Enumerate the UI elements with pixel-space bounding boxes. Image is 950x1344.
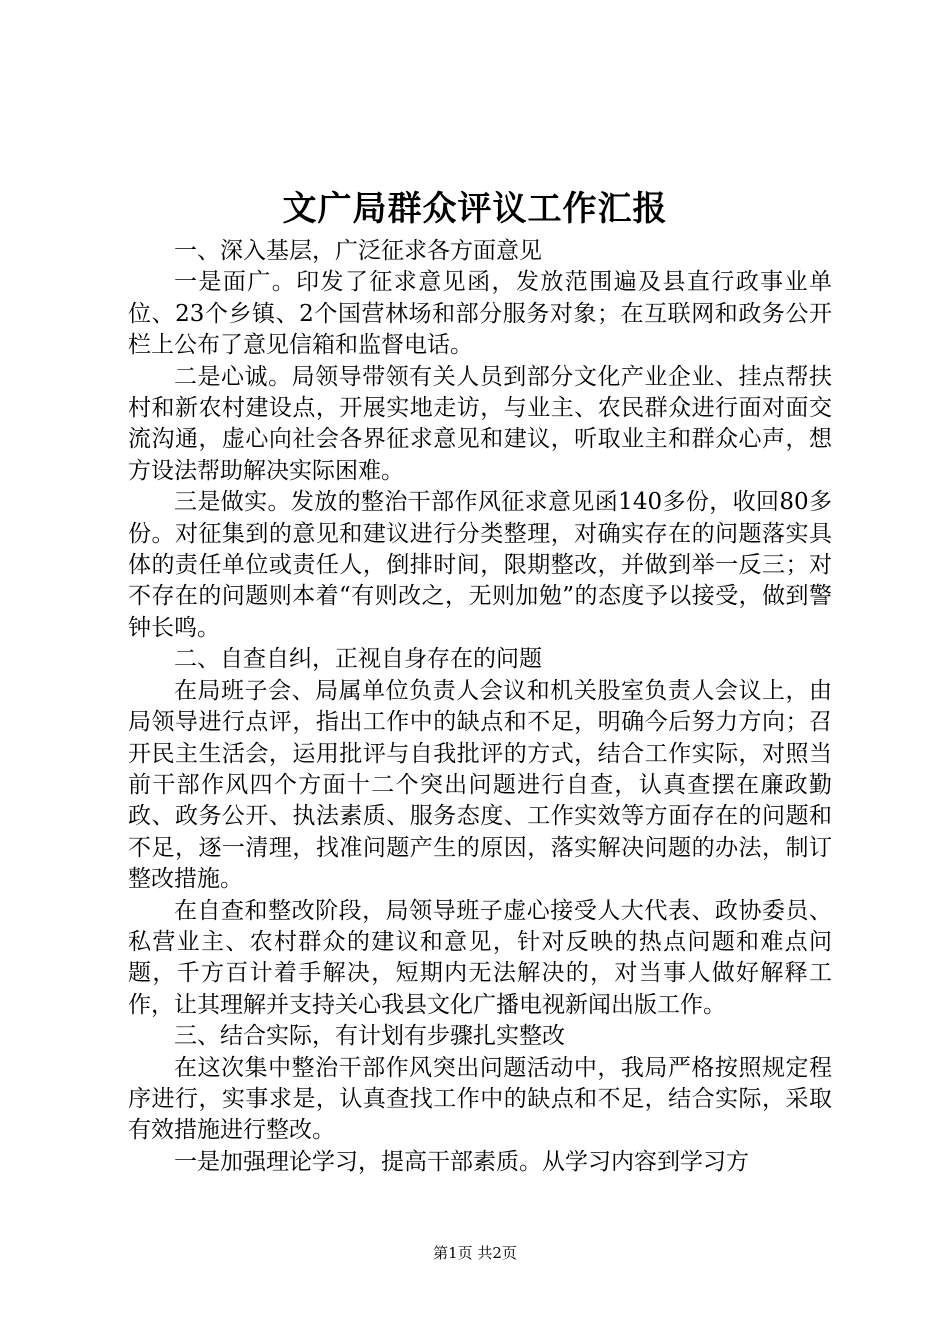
- section-heading-1: 一、深入基层，广泛征求各方面意见: [174, 238, 542, 264]
- paragraph: 一是加强理论学习，提高干部素质。从学习内容到学习方: [174, 1148, 749, 1175]
- paragraph: 三是做实。发放的整治干部作风征求意见函140多份，收回80多份。对征集到的意见和建议进行分类整理，对确实存在的问题落实具体的责任单位或责任人，倒排时间，限期整改，并做到举一反三；对不存在的问题则本着“有则改之，无则加勉”的态度予以接受，做到警钟长鸣。: [128, 489, 832, 641]
- paragraph: 在局班子会、局属单位负责人会议和机关股室负责人会议上，由局领导进行点评，指出工作中的缺点和不足，明确今后努力方向；召开民主生活会，运用批评与自我批评的方式，结合工作实际，对照当前干部作风四个方面十二个突出问题进行自查，认真查摆在廉政勤政、政务公开、执法素质、服务态度、工作实效等方面存在的问题和不足，逐一清理，找准问题产生的原因，落实解决问题的办法，制订整改措施。: [128, 677, 832, 893]
- paragraph: 在这次集中整治干部作风突出问题活动中，我局严格按照规定程序进行，实事求是，认真查找工作中的缺点和不足，结合实际，采取有效措施进行整改。: [128, 1054, 832, 1144]
- document-title: 文广局群众评议工作汇报: [282, 189, 668, 229]
- paragraph: 在自查和整改阶段，局领导班子虚心接受人大代表、政协委员、私营业主、农村群众的建议和意见，针对反映的热点问题和难点问题，千方百计着手解决，短期内无法解决的，对当事人做好解释工作，让其理解并支持关心我县文化广播电视新闻出版工作。: [128, 897, 832, 1018]
- paragraph: 一是面广。印发了征求意见函，发放范围遍及县直行政事业单位、23个乡镇、2个国营林场和部分服务对象；在互联网和政务公开栏上公布了意见信箱和监督电话。: [128, 269, 832, 359]
- section-heading-2: 二、自查自纠，正视自身存在的问题: [174, 646, 542, 673]
- paragraph: 二是心诚。局领导带领有关人员到部分文化产业企业、挂点帮扶村和新农村建设点，开展实地走访，与业主、农民群众进行面对面交流沟通，虚心向社会各界征求意见和建议，听取业主和群众心声，想方设法帮助解决实际困难。: [128, 363, 832, 484]
- section-heading-3: 三、结合实际，有计划有步骤扎实整改: [174, 1023, 565, 1050]
- document-body: [128, 236, 832, 1178]
- page-number-footer: 第1页 共2页: [433, 1244, 517, 1262]
